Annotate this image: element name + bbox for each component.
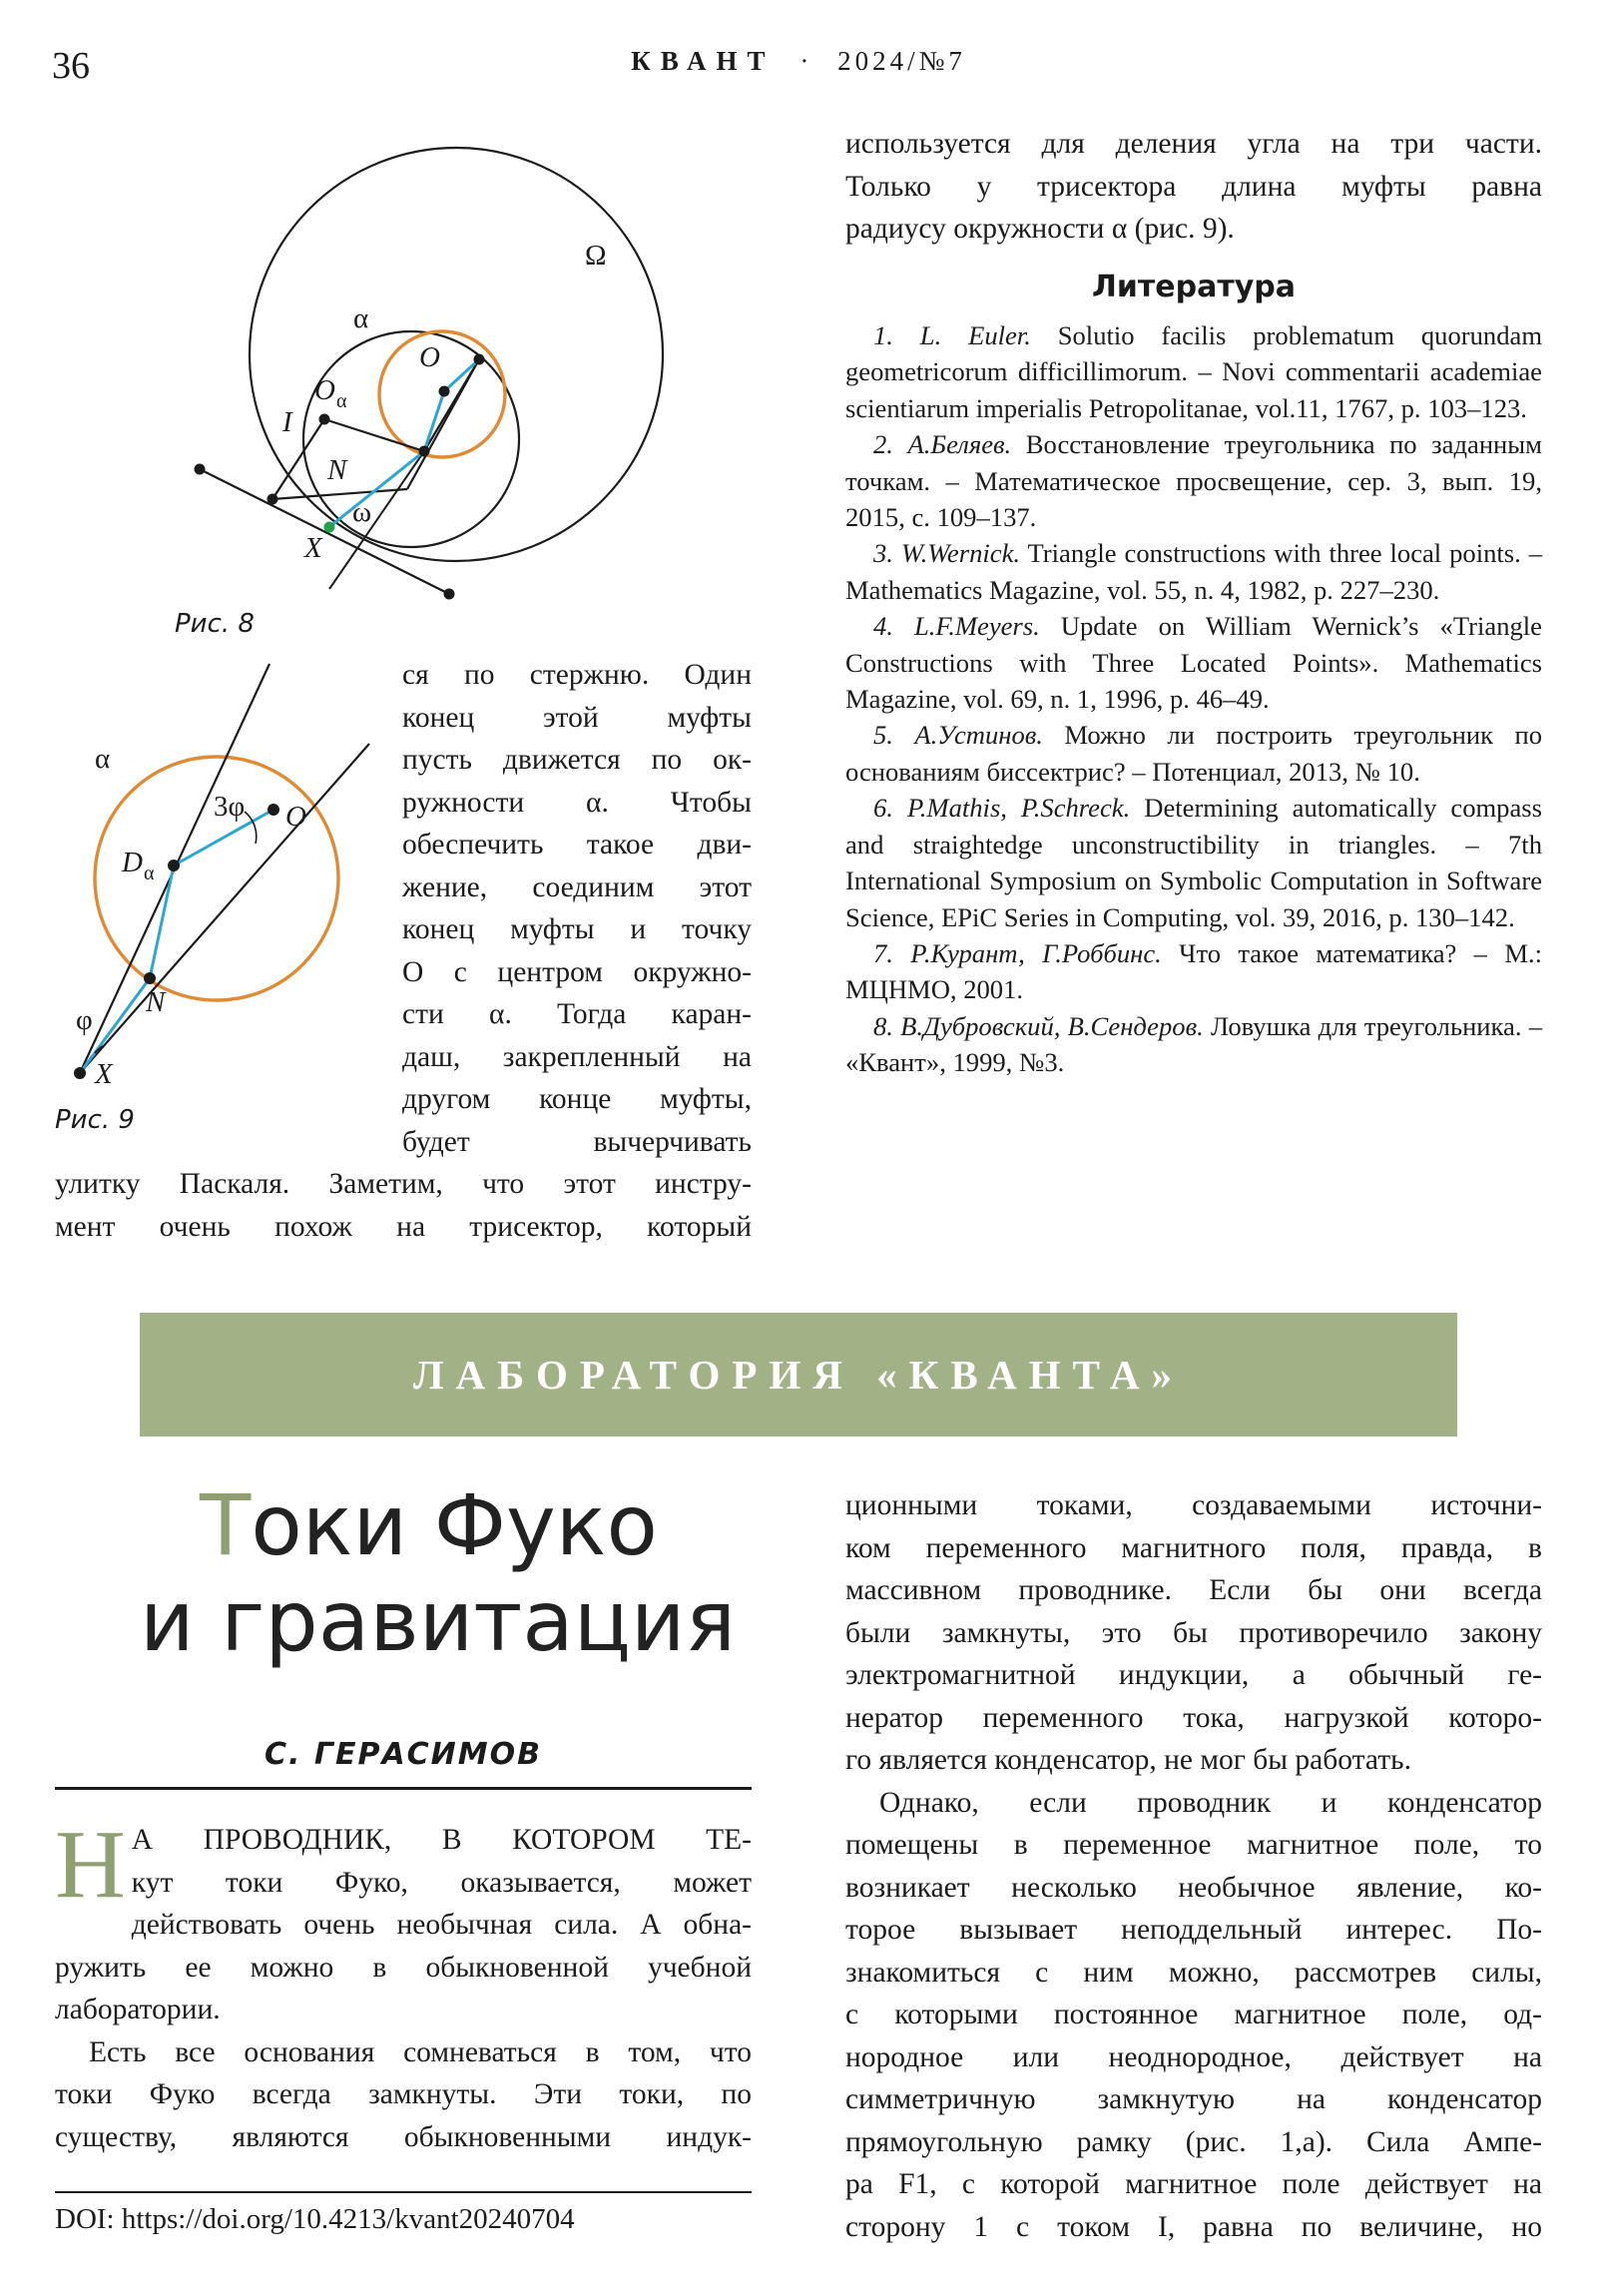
references-list — [845, 317, 1542, 1081]
text-line: Только у трисектора длина муфты равна — [845, 170, 1542, 203]
header-separator: · — [799, 46, 813, 76]
article-author: С. ГЕРАСИМОВ — [264, 1737, 543, 1772]
text-line: пусть движется по ок- — [402, 744, 752, 776]
text-line: знакомиться с ним можно, рассмотрев силы, — [845, 1956, 1542, 1989]
text-line: используется для деления угла на три части. — [845, 128, 1542, 160]
text-line: сторону 1 с током I, равна по величине, но — [845, 2210, 1542, 2243]
fig9-label-alpha: α — [95, 743, 111, 775]
text-line: существу, являются обыкновенными индук- — [55, 2120, 752, 2153]
text-line: мент очень похож на трисектор, который — [55, 1210, 752, 1243]
text-line: ра F1, с которой магнитное поле действует на — [845, 2168, 1542, 2200]
reference-item: 6. P.Mathis, P.Schreck. Determining automatically compass and straightedge unconstructibility in triangles. – 7th International Symposium on Symbolic Computation in Software Science, EPiC Series in Computing, vol. 39, 2016, p. 130–142. — [845, 793, 1542, 932]
fig9-label-O: O — [285, 801, 306, 833]
title-line-2: и гравитация — [140, 1572, 737, 1670]
text-line: прямоугольную рамку (рис. 1,а). Сила Ампе- — [845, 2125, 1542, 2158]
text-line: симметричную замкнутую на конденсатор — [845, 2083, 1542, 2115]
reference-item: 8. В.Дубровский, В.Сендеров. Ловушка для треугольника. – «Квант», 1999, №3. — [845, 1010, 1543, 1078]
reference-item: 2. А.Беляев. Восстановление треугольника по заданным точкам. – Математическое просвещение, сер. 3, вып. 19, 2015, с. 109–137. — [845, 429, 1542, 533]
text-line: электромагнитной индукции, а обычный ге- — [845, 1659, 1542, 1691]
fig8-label-alpha: α — [353, 302, 369, 334]
reference-item: 5. А.Устинов. Можно ли построить треугольник по основаниям биссектрис? – Потенциал, 2013, № 10. — [845, 720, 1543, 787]
fig8-label-O: O — [419, 341, 440, 373]
text-line: нератор переменного тока, нагрузкой которо- — [845, 1701, 1542, 1734]
fig9-label-phi: φ — [76, 1004, 93, 1036]
section-title: ЛАБОРАТОРИЯ «КВАНТА» — [412, 1352, 1185, 1398]
figure-8 — [180, 130, 679, 614]
fig8-label-I: I — [282, 406, 292, 438]
text-line: кут токи Фуко, оказывается, может — [131, 1866, 752, 1899]
fig8-label-O-alpha-sub: α — [336, 390, 347, 412]
text-line: Есть все основания сомневаться в том, что — [89, 2035, 752, 2068]
article-intro — [55, 1811, 752, 2158]
title-initial: Т — [200, 1476, 252, 1574]
reference-item: 3. W.Wernick. Triangle constructions with three local points. – Mathematics Magazine, vol. 55, n. 4, 1982, p. 227–230. — [845, 538, 1542, 605]
text-line: конец этой муфты — [402, 701, 752, 734]
text-line: помещены в переменное магнитное поле, то — [845, 1829, 1542, 1861]
text-line: улитку Паскаля. Заметим, что этот инстру- — [55, 1168, 752, 1200]
text-line: жение, соединим этот — [402, 870, 752, 903]
reference-item: 7. Р.Курант, Г.Роббинс. Что такое математика? – М.: МЦНМО, 2001. — [845, 937, 1543, 1005]
text-line: ком переменного магнитного поля, правда, в — [845, 1531, 1542, 1564]
title-line-1: Токи Фуко — [200, 1476, 658, 1574]
reference-item: 1. L. Euler. Solutio facilis problematum quorundam geometricorum difficillimorum. – Novi commentarii academiae scientiarum imperialis Petropolitanae, vol.11, 1767, p. 103–123. — [845, 320, 1543, 423]
doi-link[interactable]: DOI: https://doi.org/10.4213/kvant20240704 — [55, 2203, 575, 2235]
text-line: А ПРОВОДНИК, В КОТОРОМ ТЕ- — [131, 1824, 752, 1856]
text-line: сти α. Тогда каран- — [402, 998, 752, 1030]
text-line: ционными токами, создаваемыми источни- — [845, 1489, 1542, 1521]
text-line: были замкнуты, это бы противоречило закону — [845, 1616, 1542, 1649]
figure-9 — [40, 654, 399, 1093]
fig9-label-angle: 3φ — [214, 791, 246, 823]
fig8-label-X: X — [304, 532, 322, 564]
text-line: го является конденсатор, не мог бы работать. — [845, 1744, 1411, 1776]
text-line: нородное или неоднородное, действует на — [845, 2040, 1542, 2073]
text-line: с которыми постоянное магнитное поле, од- — [845, 1999, 1542, 2030]
text-line: ся по стержню. Один — [402, 659, 752, 691]
journal-name: КВАНТ — [631, 46, 776, 76]
text-line: ружности α. Чтобы — [402, 786, 752, 819]
fig8-label-omega: ω — [352, 496, 372, 528]
running-head — [0, 46, 1597, 77]
reference-item: 4. L.F.Meyers. Update on William Wernick’s «Triangle Constructions with Three Located Points». Mathematics Magazine, vol. 69, n. 1, 1996, p. 46–49. — [845, 611, 1542, 715]
text-line: торое вызывает неподдельный интерес. По- — [845, 1914, 1542, 1946]
fig9-label-X: X — [95, 1058, 113, 1090]
article-right-column — [845, 1484, 1542, 2248]
text-line: даш, закрепленный на — [402, 1040, 752, 1073]
left-column-full-text — [55, 1163, 752, 1248]
article-title — [140, 1477, 759, 1669]
section-banner — [140, 1313, 1457, 1436]
fig9-caption: Рис. 9 — [55, 1105, 135, 1135]
literature-heading: Литература — [1091, 270, 1297, 304]
fig8-tangent-line — [200, 469, 449, 594]
text-line: конец муфты и точку — [402, 913, 752, 945]
fig9-label-N: N — [146, 986, 166, 1018]
text-line: другом конце муфты, — [402, 1083, 752, 1115]
text-line: O с центром окружно- — [402, 955, 752, 988]
text-line: будет вычерчивать — [402, 1125, 752, 1158]
author-rule — [55, 1787, 752, 1790]
text-line: ружить ее можно в обыкновенной учебной — [55, 1951, 752, 1984]
text-line: Однако, если проводник и конденсатор — [879, 1786, 1542, 1819]
text-line: действовать очень необычная сила. А обна- — [131, 1909, 752, 1941]
text-line: лаборатории. — [55, 1994, 221, 2025]
text-line: возникает несколько необычное явление, ко- — [845, 1871, 1542, 1904]
fig8-label-O-alpha: O — [314, 374, 335, 406]
issue-number: 2024/№7 — [837, 46, 966, 76]
text-line: токи Фуко всегда замкнуты. Эти токи, по — [55, 2078, 752, 2110]
fig8-circle-Omega — [250, 148, 663, 561]
text-line: массивном проводнике. Если бы они всегда — [845, 1574, 1542, 1606]
page-number: 36 — [52, 45, 90, 87]
text-line: радиусу окружности α (рис. 9). — [845, 213, 1235, 245]
text-line: обеспечить такое дви- — [402, 829, 752, 861]
fig8-label-N: N — [327, 454, 347, 486]
right-column-top-text — [845, 123, 1542, 251]
dropcap: Н — [55, 1811, 126, 1919]
fig9-label-D-sub: α — [144, 862, 155, 884]
fig9-label-D: D — [122, 847, 143, 878]
fig8-caption: Рис. 8 — [175, 609, 255, 639]
fig8-label-Omega: Ω — [585, 240, 607, 272]
doi-rule — [55, 2191, 752, 2193]
left-column-wrap-text — [402, 654, 752, 1163]
